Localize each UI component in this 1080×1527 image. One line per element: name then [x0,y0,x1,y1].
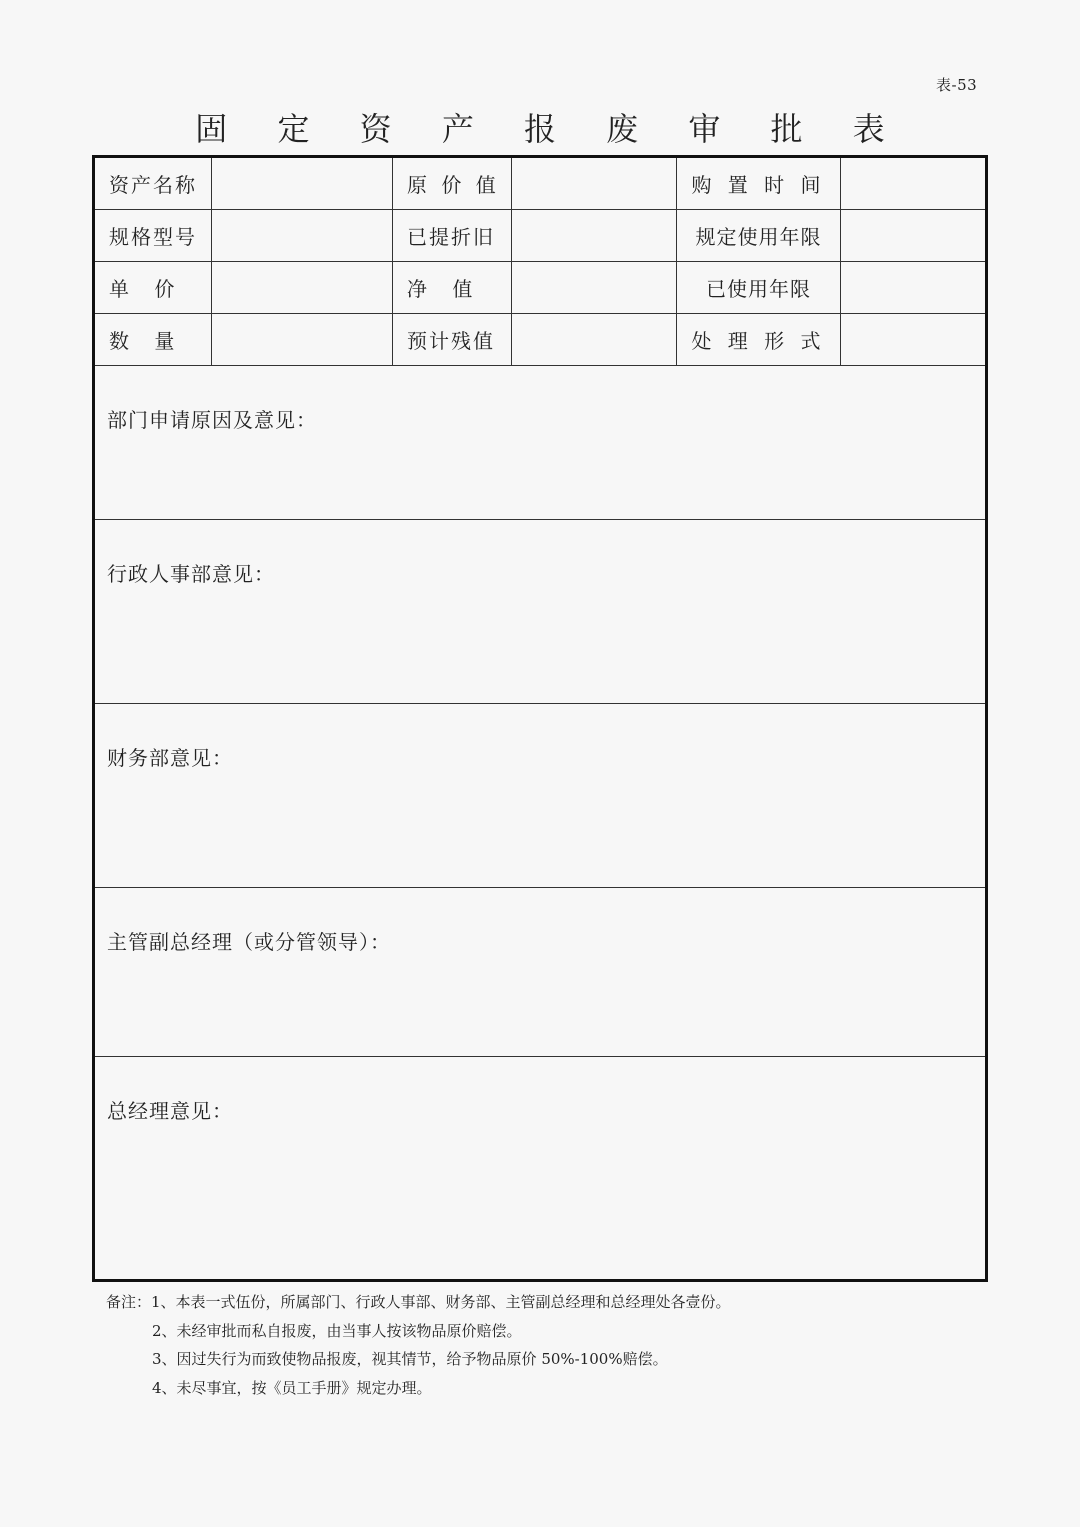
estimated-residual-field[interactable] [512,314,677,365]
purchase-date-label: 购 置 时 间 [677,158,841,209]
deputy-gm-opinion-section[interactable] [95,888,985,1057]
original-value-field[interactable] [512,158,677,209]
form-code: 表-53 [936,76,978,94]
disposal-method-label: 处 理 形 式 [677,314,841,365]
note-line-3: 3、因过失行为而致使物品报废，视其情节，给予物品原价 50%-100%赔偿。 [152,1350,668,1368]
net-value-label: 净 值 [393,262,512,313]
note-line-4: 4、未尽事宜，按《员工手册》规定办理。 [152,1378,432,1397]
page-title: 固 定 资 产 报 废 审 批 表 [195,110,905,148]
unit-price-field[interactable] [212,262,393,313]
gm-opinion-section[interactable] [95,1057,985,1279]
asset-name-label: 资产名称 [95,158,212,209]
info-row-spec-model [95,210,985,262]
admin-hr-opinion-label: 行政人事部意见： [107,562,275,586]
rated-service-life-field[interactable] [841,210,985,261]
purchase-date-field[interactable] [841,158,985,209]
accumulated-depreciation-field[interactable] [512,210,677,261]
info-row-asset-name [95,158,985,210]
department-opinion-label: 部门申请原因及意见： [107,408,317,432]
spec-model-label: 规格型号 [95,210,212,261]
unit-price-label: 单 价 [95,262,212,313]
note-line-2: 2、未经审批而私自报废，由当事人按该物品原价赔偿。 [152,1321,522,1340]
deputy-gm-opinion-label: 主管副总经理（或分管领导）： [107,930,391,954]
years-used-label: 已使用年限 [677,262,841,313]
asset-name-field[interactable] [212,158,393,209]
admin-hr-opinion-section[interactable] [95,520,985,704]
approval-form-table [92,155,988,1282]
rated-service-life-label: 规定使用年限 [677,210,841,261]
department-opinion-section[interactable] [95,366,985,520]
finance-opinion-section[interactable] [95,704,985,888]
net-value-field[interactable] [512,262,677,313]
spec-model-field[interactable] [212,210,393,261]
years-used-field[interactable] [841,262,985,313]
note-line-1: 备注：1、本表一式伍份，所属部门、行政人事部、财务部、主管副总经理和总经理处各壹份。 [106,1293,731,1311]
quantity-label: 数 量 [95,314,212,365]
gm-opinion-label: 总经理意见： [107,1099,233,1123]
finance-opinion-label: 财务部意见： [107,746,233,770]
estimated-residual-label: 预计残值 [393,314,512,365]
disposal-method-field[interactable] [841,314,985,365]
original-value-label: 原 价 值 [393,158,512,209]
accumulated-depreciation-label: 已提折旧 [393,210,512,261]
info-row-unit-price [95,262,985,314]
notes-section [106,1288,731,1402]
info-row-quantity [95,314,985,366]
quantity-field[interactable] [212,314,393,365]
